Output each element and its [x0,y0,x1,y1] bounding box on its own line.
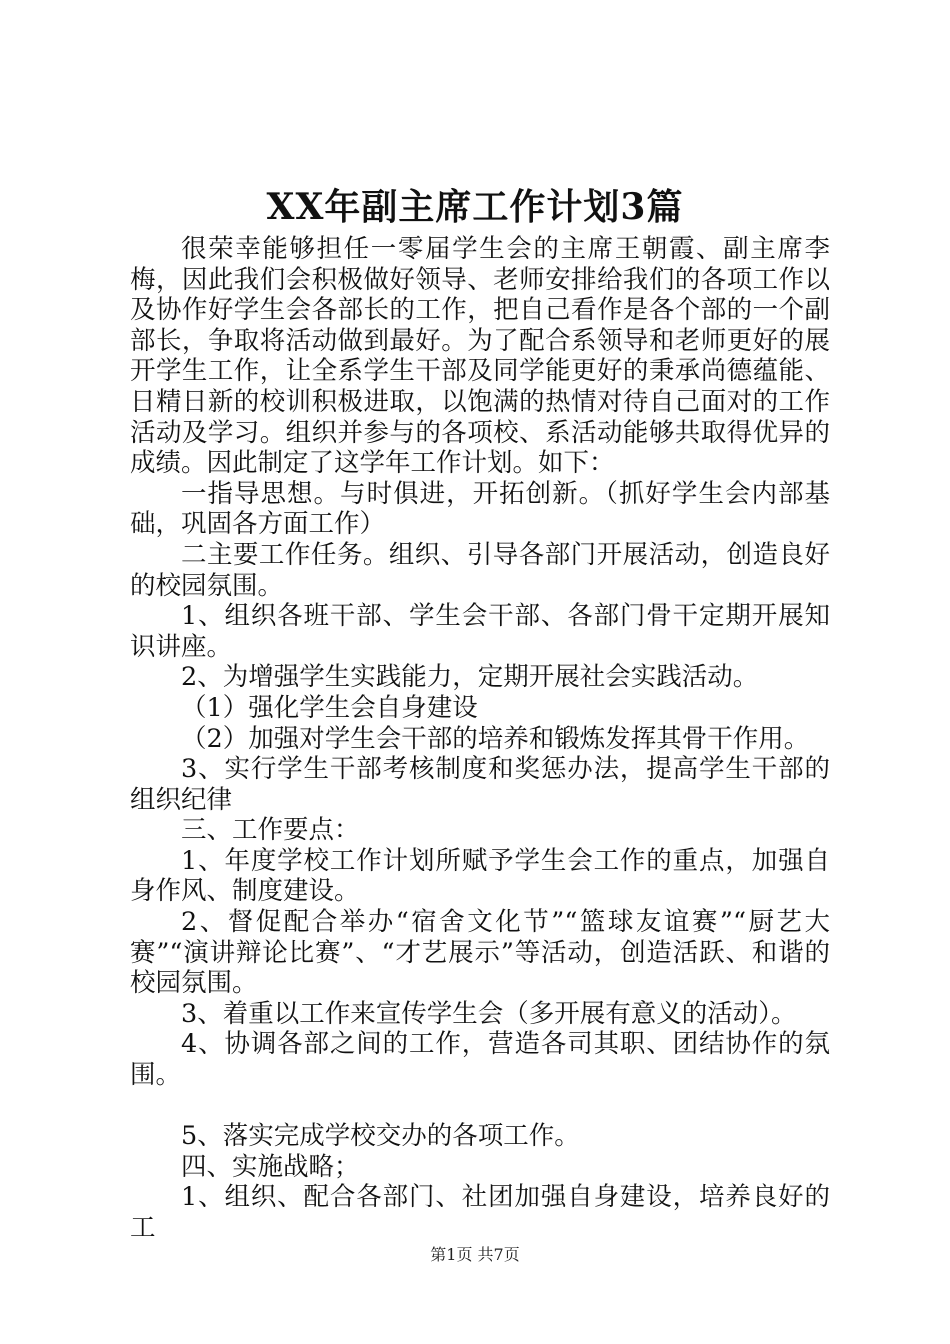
paragraph-work-points-heading: 三、工作要点： [181,815,360,846]
paragraph-task-1: 1、组织各班干部、学生会干部、各部门骨干定期开展知识讲座。 [130,601,830,662]
blank-line [130,1091,830,1122]
paragraph-task-3: 3、实行学生干部考核制度和奖惩办法，提高学生干部的组织纪律 [130,754,830,815]
paragraph-intro: 很荣幸能够担任一零届学生会的主席王朝霞、副主席李梅，因此我们会积极做好领导、老师安排给我们的各项工作以及协作好学生会各部长的工作，把自己看作是各个部的一个副部长，争取将活动做到最好。为了配合系领导和老师更好的展开学生工作，让全系学生干部及同学能更好的秉承尚德蕴能、日精日新的校训积极进取，以饱满的热情对待自己面对的工作活动及学习。组织并参与的各项校、系活动能够共取得优异的成绩。因此制定了这学年工作计划。如下： [130,234,830,479]
paragraph-point-5: 5、落实完成学校交办的各项工作。 [181,1121,580,1152]
document-body [130,234,830,1244]
paragraph-point-3: 3、着重以工作来宣传学生会（多开展有意义的活动）。 [181,998,797,1029]
page-number-footer: 第1页 共7页 [430,1245,520,1264]
paragraph-main-tasks: 二主要工作任务。组织、引导各部门开展活动，创造良好的校园氛围。 [130,539,830,601]
paragraph-strategy-heading: 四、实施战略； [181,1151,360,1182]
paragraph-strategy-1: 1、组织、配合各部门、社团加强自身建设，培养良好的工 [130,1182,830,1243]
paragraph-point-1: 1、年度学校工作计划所赋予学生会工作的重点，加强自身作风、制度建设。 [130,845,830,907]
paragraph-point-4: 4、协调各部之间的工作，营造各司其职、团结协作的氛围。 [130,1029,830,1091]
paragraph-guiding-ideology: 一指导思想。与时俱进，开拓创新。（抓好学生会内部基础，巩固各方面工作） [130,478,830,540]
paragraph-task-2-sub-1: （1）强化学生会自身建设 [181,692,478,723]
paragraph-task-2: 2、为增强学生实践能力，定期开展社会实践活动。 [181,662,759,693]
document-title: XX年副主席工作计划3篇 [266,186,684,228]
paragraph-point-2: 2、督促配合举办“宿舍文化节”“篮球友谊赛”“厨艺大赛”“演讲辩论比赛”、“才艺展示”等活动，创造活跃、和谐的校园氛围。 [130,907,830,999]
paragraph-task-2-sub-2: （2）加强对学生会干部的培养和锻炼发挥其骨干作用。 [181,723,810,754]
